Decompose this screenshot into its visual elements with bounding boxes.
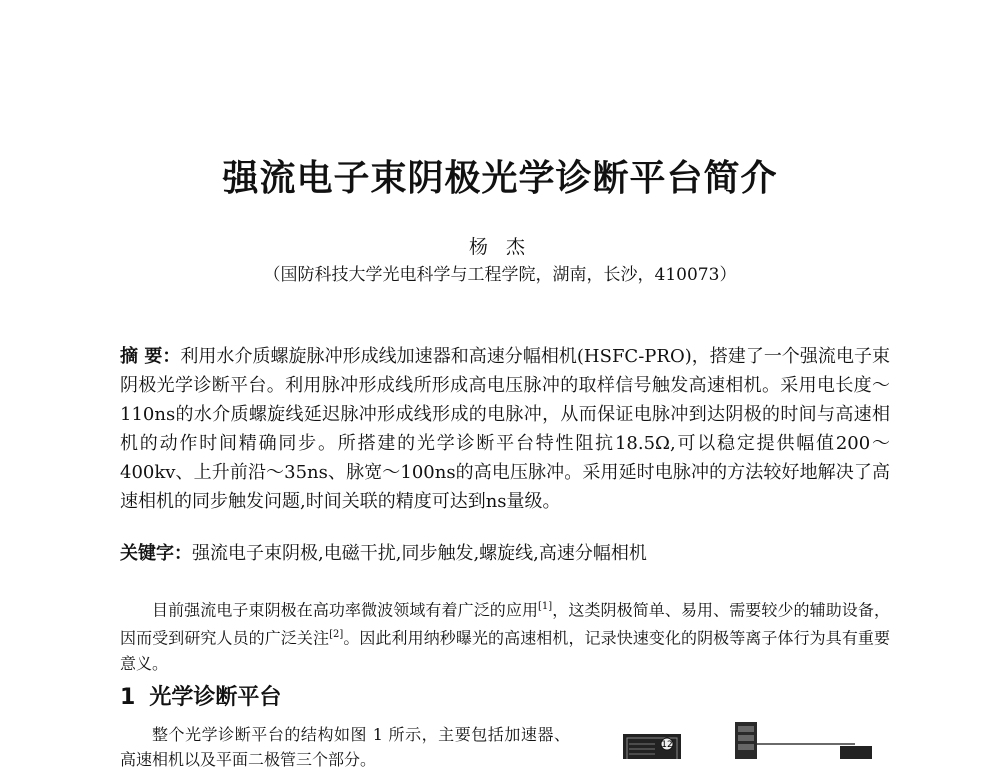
intro-paragraph <box>120 594 890 676</box>
abstract <box>120 342 890 516</box>
citation-1: [1] <box>538 601 553 612</box>
intro-text-1: 目前强流电子束阴极在高功率微波领域有着广泛的应用 <box>152 600 539 620</box>
author-name: 杨 杰 <box>468 236 532 258</box>
figure-1-fragment <box>615 720 1000 759</box>
figure-label: 12 <box>661 740 673 750</box>
section-title: 光学诊断平台 <box>149 685 282 710</box>
abstract-label: 摘 要： <box>120 346 181 367</box>
keywords-label: 关键字： <box>120 543 192 564</box>
keywords <box>120 541 890 567</box>
abstract-text: 利用水介质螺旋脉冲形成线加速器和高速分幅相机(HSFC-PRO)，搭建了一个强流电子束阴极光学诊断平台。利用脉冲形成线所形成高电压脉冲的取样信号触发高速相机。采用电长度～110ns的水介质螺旋线延迟脉冲形成线形成的电脉冲，从而保证电脉冲到达阴极的时间与高速相机的动作时间精确同步。所搭建的光学诊断平台特性阻抗18.5Ω,可以稳定提供幅值200～400kv、上升前沿～35ns、脉宽～100ns的高电压脉冲。采用延时电脉冲的方法较好地解决了高速相机的同步触发问题,时间关联的精度可达到ns量级。 <box>120 346 890 512</box>
section-heading <box>120 680 281 711</box>
intro-text-3: 。因此利用纳秒曝光的高速相机，记录快速变化的阴极等离子体行为具有重要意义。 <box>120 628 890 673</box>
keywords-text: 强流电子束阴极,电磁干扰,同步触发,螺旋线,高速分幅相机 <box>192 543 647 564</box>
section-paragraph: 整个光学诊断平台的结构如图 1 所示，主要包括加速器、高速相机以及平面二极管三个部分。 <box>120 725 570 769</box>
figure-device-right <box>840 746 872 759</box>
author-affiliation: （国防科技大学光电科学与工程学院，湖南，长沙，410073） <box>263 265 737 285</box>
section-number: 1 <box>120 685 136 710</box>
paper-title: 强流电子束阴极光学诊断平台简介 <box>222 158 778 199</box>
intro-text-2: ，这类阴极简单、易用、需要较少的辅助设备，因而受到研究人员的广泛关注 <box>120 600 890 648</box>
citation-2: [2] <box>329 629 344 641</box>
